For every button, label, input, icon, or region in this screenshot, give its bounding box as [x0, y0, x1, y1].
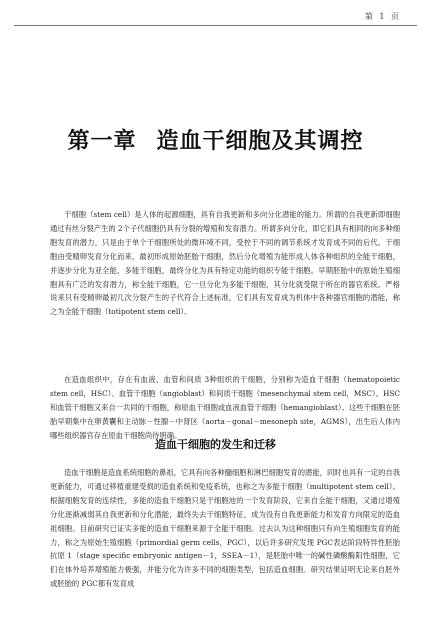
chapter-number: 第一章	[67, 128, 137, 154]
paragraph-text: 造血干细胞是造血系统细胞的鼻祖，它具有向各种髓细胞和淋巴细胞发育的潜能，同时也具有一定的自我更新能力，可通过移植重建受损的造血系统和免疫系统，也称之为多能干细胞（multipotent stem cell）。根据细胞发育的连续性，多能的造血干细胞只是干细胞池的一个发育阶段，它来自全能干细胞，又通过增殖分化逐渐减弱其自我更新和分化潜能，最终失去干细胞特征，成为没有自我更新能力和发育方向限定的造血祖细胞。目前研究已证实多能的造血干细胞来源于全能干细胞。过去认为这种细胞只有向生殖细胞发育的能力，称之为原始生殖细胞（primordial germ cells，PGC），以后许多研究发现 PGC表达阶段特异性胚胎抗原 1（stage specific embryonic antigen－1，SSEA－1），是胚胎中唯一的碱性磷酸酶阳性细胞，它们在体外培养增殖能力极强，并能分化为许多不同的细胞类型，包括造血细胞。研究结果证明无论来自胚外或胚胎的 PGC都有发育成	[50, 468, 400, 589]
paragraph-2	[50, 373, 400, 443]
chapter-title-text: 造血干细胞及其调控	[156, 128, 364, 154]
page-number: 第 1 页	[364, 12, 401, 21]
paragraph-1	[50, 208, 400, 319]
page-header	[14, 6, 417, 26]
paragraph-3	[50, 466, 400, 591]
chapter-title	[0, 124, 431, 155]
paragraph-text: 在造血组织中，存在有血液、血管和间质 3种组织的干细胞，分别称为造血干细胞（hematopoietic stem cell，HSC）、血管干细胞（angioblast）和间质干细胞（mesenchymal stem cell，MSC）。HSC和血管干细胞又来自一共同的干细胞，称原血干细胞或血液血管干细胞（hemangioblast）。这些干细胞在胚胎早期集中在卵黄囊和主动脉－性腺－中肾区（aorta－gonal－mesoneph site，AGMS），出生后人体内哪些组织器官存在原血干细胞尚待明确。	[50, 375, 400, 440]
section-heading: 造血干细胞的发生和迁移	[155, 438, 276, 451]
paragraph-text: 干细胞（stem cell）是人体的起源细胞，具有自我更新和多向分化潜能的能力。所谓的自我更新即细胞通过有丝分裂产生的 2个子代细胞仍具有分裂的增殖和发育潜力。所谓多向分化，即它们具有相同的向多种细胞发育的潜力，只是由于单个干细胞所处的微环境不同，受控于不同的调节系统才发育成不同的后代。干细胞由受精卵发育分化而来，最初形成原始胚胎干细胞，然后分化增殖为能形成人体各种组织的全能干细胞，并逐步分化为亚全能、多能干细胞，最终分化为具有特定功能的组织专能干细胞。早期胚胎中的原始生殖细胞具有广泛的发育潜力，称全能干细胞，它一旦分化为多能干细胞，其分化就受限于所在的器官系统。严格说来只有受精卵最初几次分裂产生的子代符合上述标准，它们具有发育成为机体中各种器官细胞的潜能，称之为全能干细胞（totipotent stem cell）。	[50, 210, 400, 317]
